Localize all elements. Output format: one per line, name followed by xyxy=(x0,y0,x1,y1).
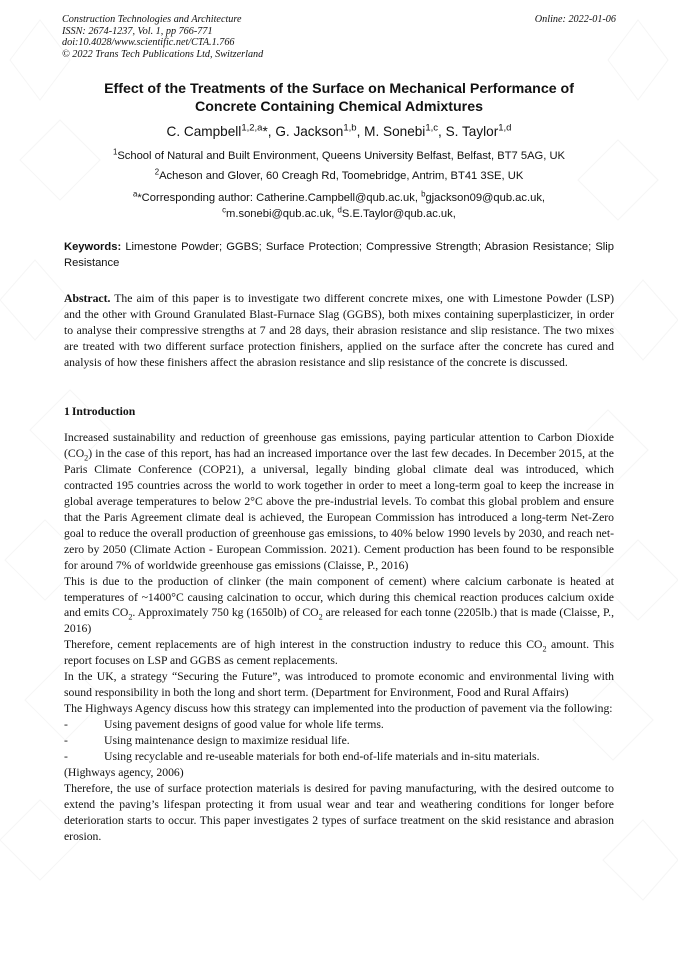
author-name: S. Taylor xyxy=(445,124,499,139)
online-date: Online: 2022-01-06 xyxy=(534,14,616,25)
copyright-line: © 2022 Trans Tech Publications Ltd, Switzerland xyxy=(62,48,264,60)
corresponding-text: *Corresponding author: Catherine.Campbell@qub.ac.uk, xyxy=(137,192,422,204)
affiliation-2 xyxy=(40,169,638,185)
paragraph xyxy=(64,430,614,574)
paragraph-text: . Approximately 750 kg (1650lb) of CO xyxy=(132,606,319,620)
paragraph: (Highways agency, 2006) xyxy=(64,766,184,780)
paragraph-text: amount. This report focuses on LSP and GGBS as cement replacements. xyxy=(64,638,614,668)
paper-title xyxy=(40,80,638,116)
body-text xyxy=(64,430,614,845)
author-separator: *, xyxy=(262,124,276,139)
paragraph: The Highways Agency discuss how this strategy can implemented into the production of pavement via the following: xyxy=(64,702,613,716)
corresponding-author xyxy=(40,191,638,222)
section-title: Introduction xyxy=(71,405,136,418)
paragraph xyxy=(64,574,614,638)
section-number: 1 xyxy=(64,405,70,418)
affiliation-text: School of Natural and Built Environment, Queens University Belfast, Belfast, BT7 5AG, UK xyxy=(117,150,566,162)
author-separator: , xyxy=(356,124,365,139)
doi-line: doi:10.4028/www.scientific.net/CTA.1.766 xyxy=(62,37,235,49)
author-name: M. Sonebi xyxy=(364,124,426,139)
paragraph-text: Increased sustainability and reduction of greenhouse gas emissions, paying particular attention to Carbon Dioxide (CO xyxy=(64,431,614,460)
title-line-1: Effect of the Treatments of the Surface on Mechanical Performance of xyxy=(104,81,574,97)
abstract-label: Abstract. xyxy=(64,292,111,305)
author-separator: , xyxy=(438,124,446,139)
subscript: 2 xyxy=(318,612,323,622)
author-name: G. Jackson xyxy=(275,124,344,139)
author-sup: 1,b xyxy=(343,122,357,134)
paragraph xyxy=(64,637,614,669)
journal-header xyxy=(62,14,616,60)
keywords-label: Keywords: xyxy=(64,241,122,253)
email-sup: a xyxy=(132,189,138,199)
list-dash: - xyxy=(64,734,68,748)
section-heading xyxy=(64,405,135,418)
email-link[interactable]: m.sonebi@qub.ac.uk, xyxy=(226,207,338,220)
affiliation-text: Acheson and Glover, 60 Creagh Rd, Toomebridge, Antrim, BT41 3SE, UK xyxy=(159,170,524,182)
affiliation-sup: 2 xyxy=(154,167,160,177)
subscript: 2 xyxy=(84,453,89,463)
email-sup: b xyxy=(421,189,426,199)
list-item xyxy=(64,717,614,733)
list-dash: - xyxy=(64,750,68,764)
title-line-2: Concrete Containing Chemical Admixtures xyxy=(194,99,483,115)
keywords-text: Limestone Powder; GGBS; Surface Protection; Compressive Strength; Abrasion Resistance; Slip Resistance xyxy=(64,241,614,269)
subscript: 2 xyxy=(542,644,547,654)
abstract-text: The aim of this paper is to investigate two different concrete mixes, one with Limestone Powder (LSP) and the other with Ground Granulated Blast-Furnace Slag (GGBS), both mixes containing superplasticizer, in order to analyse their compressive strengths at 7 and 28 days, their abrasion resistance and slip resistance. The two mixes are treated with two different surface protection finishers, applied on the surface after the concrete has cured and analysis of how these finishers affect the abrasion resistance and slip resistance of the concrete is discussed. xyxy=(64,292,614,370)
paragraph-text: This is due to the production of clinker (the main component of cement) where calcium carbonate is heated at temperatures of ~1400°C causing calcination to occur, which during this chemical reaction produces calcium oxide and emits CO xyxy=(64,574,614,620)
affiliation-sup: 1 xyxy=(112,147,118,157)
author-list xyxy=(40,124,638,139)
journal-name: Construction Technologies and Architecture xyxy=(62,14,242,25)
email-link[interactable]: gjackson09@qub.ac.uk, xyxy=(425,192,546,204)
issn-line: ISSN: 2674-1237, Vol. 1, pp 766-771 xyxy=(62,25,213,37)
list-dash: - xyxy=(64,718,68,732)
author-sup: 1,d xyxy=(498,122,512,134)
paragraph-text: ) in the case of this report, has had an increased importance over the last few decades. In December 2015, at the Paris Climate Conference (COP21), a universal, legally binding global climate deal was introduced, which contracted 195 countries across the world to work together in order to meet a long-term goal to keep the increase in global average temperatures to below 2°C above the pre-industrial levels. To combat this global problem and ensure that the Paris Agreement climate deal is achieved, the European Commission has introduced a long-term Net-Zero goal to reduce the overall production of greenhouse gas emissions, to 40% below 1990 levels by 2030, and reach net-zero by 2050 (Climate Action - European Commission. 2021). Cement production has been found to be responsible for around 7% of worldwide greenhouse gas emissions (Claisse, P., 2016) xyxy=(64,446,614,572)
paragraph: Therefore, the use of surface protection materials is desired for paving manufacturing, with the desired outcome to extend the paving’s lifespan protecting it from usual wear and tear and weathering conditions for longer before deterioration starts to occur. This paper investigates 2 types of surface treatment on the skid resistance and abrasion erosion. xyxy=(64,781,614,843)
list-item-text: Using recyclable and re-useable materials for both end-of-life materials and in-situ materials. xyxy=(104,750,540,764)
author-sup: 1,2,a xyxy=(241,122,263,134)
keywords-block xyxy=(64,240,614,271)
list-item xyxy=(64,733,614,749)
paragraph: In the UK, a strategy “Securing the Future”, was introduced to promote economic and environmental living with sound responsibility in both the long and short term. (Department for Environment, Food and Rural Affairs) xyxy=(64,670,614,700)
paragraph-text: Therefore, cement replacements are of high interest in the construction industry to reduce this CO xyxy=(64,638,543,652)
subscript: 2 xyxy=(128,612,133,622)
email-sup: c xyxy=(222,204,227,214)
author-name: C. Campbell xyxy=(166,124,242,139)
email-link[interactable]: S.E.Taylor@qub.ac.uk, xyxy=(341,207,456,220)
abstract-block xyxy=(64,291,614,371)
affiliation-1 xyxy=(40,149,638,165)
list-item-text: Using maintenance design to maximize residual life. xyxy=(104,734,350,748)
list-item-text: Using pavement designs of good value for whole life terms. xyxy=(104,718,384,732)
email-sup: d xyxy=(337,204,342,214)
paragraph-text: are released for each tonne (2205lb.) that is made (Claisse, P., 2016) xyxy=(64,606,614,636)
author-sup: 1,c xyxy=(425,122,439,134)
list-item xyxy=(64,749,614,765)
